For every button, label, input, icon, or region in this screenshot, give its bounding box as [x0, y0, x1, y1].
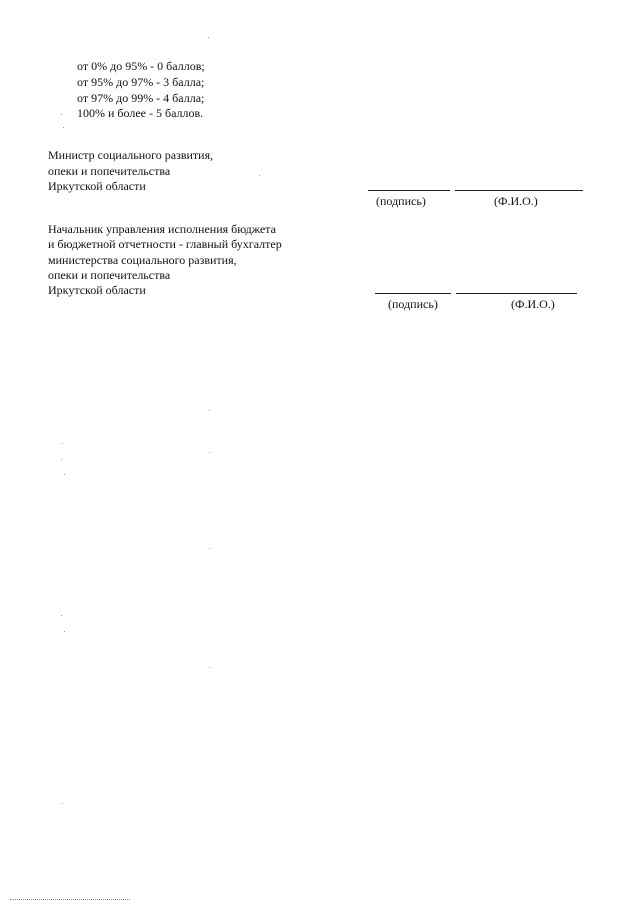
minister-name-label: (Ф.И.О.): [494, 194, 538, 208]
scan-speck: [63, 127, 64, 128]
accountant-title-line: Начальник управления исполнения бюджета: [48, 222, 276, 236]
minister-title-line: опеки и попечительства: [48, 164, 171, 178]
scan-speck: [62, 443, 63, 444]
accountant-title-line: министерства социального развития,: [48, 253, 237, 267]
scoring-item: 100% и более - 5 баллов.: [77, 106, 204, 120]
scan-speck: [64, 474, 65, 475]
scan-speck: [208, 37, 209, 38]
minister-title-line: Министр социального развития,: [48, 148, 214, 162]
scan-speck: [62, 803, 63, 804]
scan-speck: [61, 114, 62, 115]
scan-speck: [209, 667, 210, 668]
scoring-item: от 0% до 95% - 0 баллов;: [77, 59, 205, 73]
accountant-title-line: и бюджетной отчетности - главный бухгалтер: [48, 237, 282, 251]
scan-speck: [259, 175, 260, 176]
accountant-name-label: (Ф.И.О.): [511, 297, 555, 311]
minister-title-line: Иркутской области: [48, 179, 146, 193]
scoring-item: от 95% до 97% - 3 балла;: [77, 75, 205, 89]
footer-separator: [10, 899, 130, 900]
scoring-item: от 97% до 99% - 4 балла;: [77, 91, 205, 105]
accountant-title-line: опеки и попечительства: [48, 268, 171, 282]
minister-name-line: [455, 190, 583, 191]
minister-signature-line: [368, 190, 450, 191]
minister-signature-label: (подпись): [376, 194, 426, 208]
scan-speck: [61, 615, 62, 616]
scan-speck: [64, 631, 65, 632]
accountant-signature-label: (подпись): [388, 297, 438, 311]
accountant-signature-line: [375, 293, 451, 294]
accountant-name-line: [456, 293, 577, 294]
scan-speck: [209, 452, 210, 453]
scan-speck: [209, 548, 210, 549]
accountant-title-line: Иркутской области: [48, 283, 146, 297]
scan-speck: [209, 410, 210, 411]
scan-speck: [61, 459, 62, 460]
